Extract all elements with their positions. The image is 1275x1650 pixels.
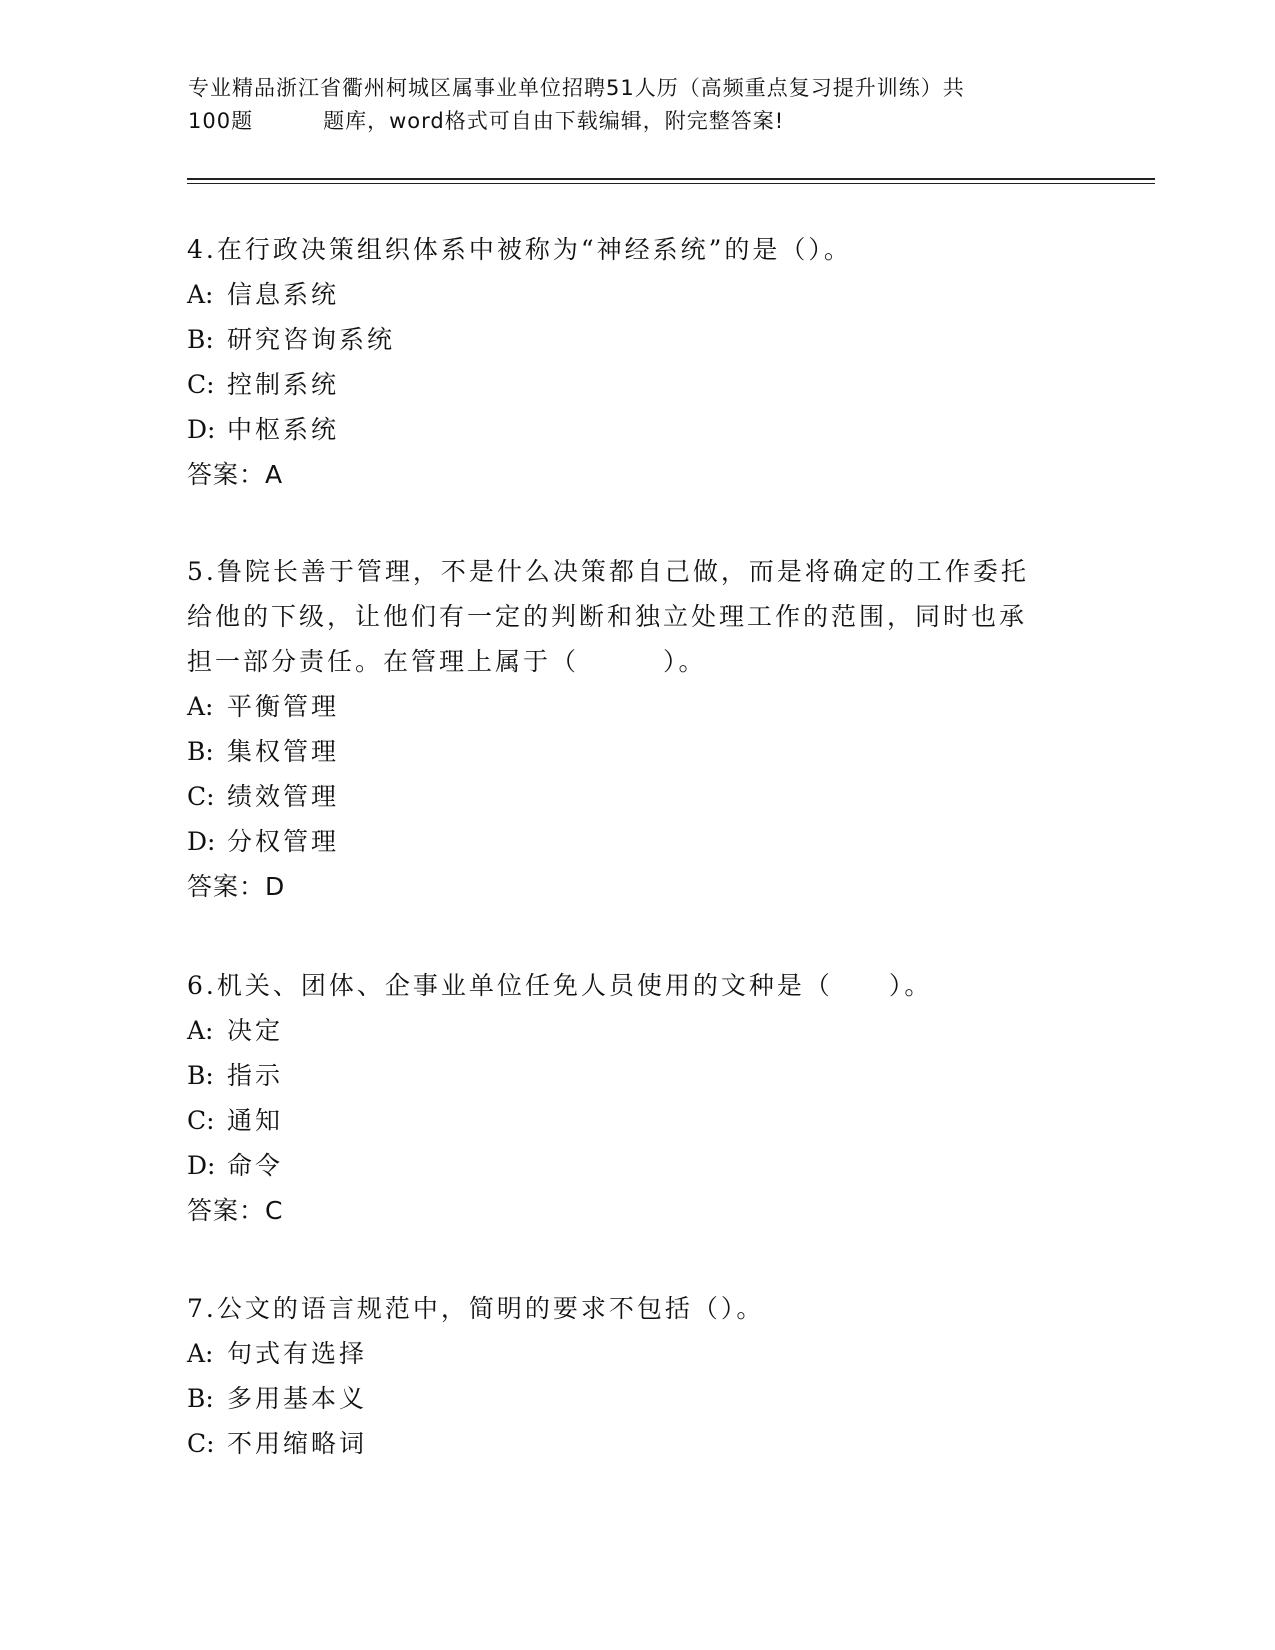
option-letter: C:	[187, 370, 215, 399]
option-c	[187, 1098, 1067, 1143]
option-b	[187, 1053, 1067, 1098]
option-letter: D:	[187, 415, 216, 444]
question-stem-line-2: 给他的下级，让他们有一定的判断和独立处理工作的范围，同时也承	[187, 602, 1028, 631]
option-text: 决定	[227, 1016, 284, 1045]
option-letter: B:	[187, 737, 214, 766]
option-letter: C:	[187, 1429, 215, 1458]
option-letter: A:	[187, 280, 214, 309]
option-text: 多用基本义	[227, 1384, 368, 1413]
option-text: 通知	[227, 1106, 284, 1135]
option-text: 不用缩略词	[227, 1429, 368, 1458]
question-5	[187, 549, 1067, 909]
option-letter: A:	[187, 1016, 214, 1045]
option-letter: C:	[187, 1106, 215, 1135]
option-text: 命令	[227, 1151, 284, 1180]
option-text: 控制系统	[227, 370, 340, 399]
document-header	[188, 72, 1088, 138]
header-divider-thin	[187, 183, 1155, 184]
option-b	[187, 317, 1067, 362]
question-4	[187, 227, 1067, 497]
header-divider-thick	[187, 178, 1155, 180]
option-c	[187, 362, 1067, 407]
header-line-2-text: 题库，word格式可自由下载编辑，附完整答案!	[323, 109, 785, 133]
question-7	[187, 1286, 1067, 1466]
option-letter: A:	[187, 692, 214, 721]
header-line-2-count: 100题	[188, 109, 254, 133]
option-d	[187, 1143, 1067, 1188]
option-text: 绩效管理	[227, 782, 340, 811]
option-text: 指示	[227, 1061, 284, 1090]
option-text: 信息系统	[227, 280, 340, 309]
option-text: 句式有选择	[227, 1339, 368, 1368]
option-a	[187, 1008, 1067, 1053]
option-a	[187, 684, 1067, 729]
question-6	[187, 963, 1067, 1233]
option-d	[187, 407, 1067, 452]
question-stem: 6.机关、团体、企事业单位任免人员使用的文种是（ ）。	[187, 971, 933, 1000]
answer-line: 答案：D	[187, 872, 286, 901]
option-a	[187, 1331, 1067, 1376]
answer-line: 答案：C	[187, 1196, 284, 1225]
option-text: 分权管理	[227, 827, 340, 856]
question-stem: 4.在行政决策组织体系中被称为“神经系统”的是（）。	[187, 235, 852, 264]
option-a	[187, 272, 1067, 317]
option-letter: B:	[187, 1061, 214, 1090]
option-text: 研究咨询系统	[227, 325, 396, 354]
option-letter: D:	[187, 1151, 216, 1180]
option-letter: A:	[187, 1339, 214, 1368]
header-line-1: 专业精品浙江省衢州柯城区属事业单位招聘51人历（高频重点复习提升训练）共	[188, 76, 965, 100]
option-text: 中枢系统	[227, 415, 340, 444]
option-c	[187, 1421, 1067, 1466]
option-b	[187, 729, 1067, 774]
question-stem: 7.公文的语言规范中，简明的要求不包括（）。	[187, 1294, 765, 1323]
option-d	[187, 819, 1067, 864]
answer-line: 答案：A	[187, 460, 284, 489]
option-b	[187, 1376, 1067, 1421]
option-text: 集权管理	[227, 737, 340, 766]
option-letter: B:	[187, 325, 214, 354]
option-letter: C:	[187, 782, 215, 811]
question-stem-line-1: 5.鲁院长善于管理，不是什么决策都自己做，而是将确定的工作委托	[187, 557, 1029, 586]
option-text: 平衡管理	[227, 692, 340, 721]
question-stem-line-3: 担一部分责任。在管理上属于（ ）。	[187, 647, 707, 676]
option-letter: D:	[187, 827, 216, 856]
option-c	[187, 774, 1067, 819]
option-letter: B:	[187, 1384, 214, 1413]
header-line-2	[188, 105, 1088, 138]
